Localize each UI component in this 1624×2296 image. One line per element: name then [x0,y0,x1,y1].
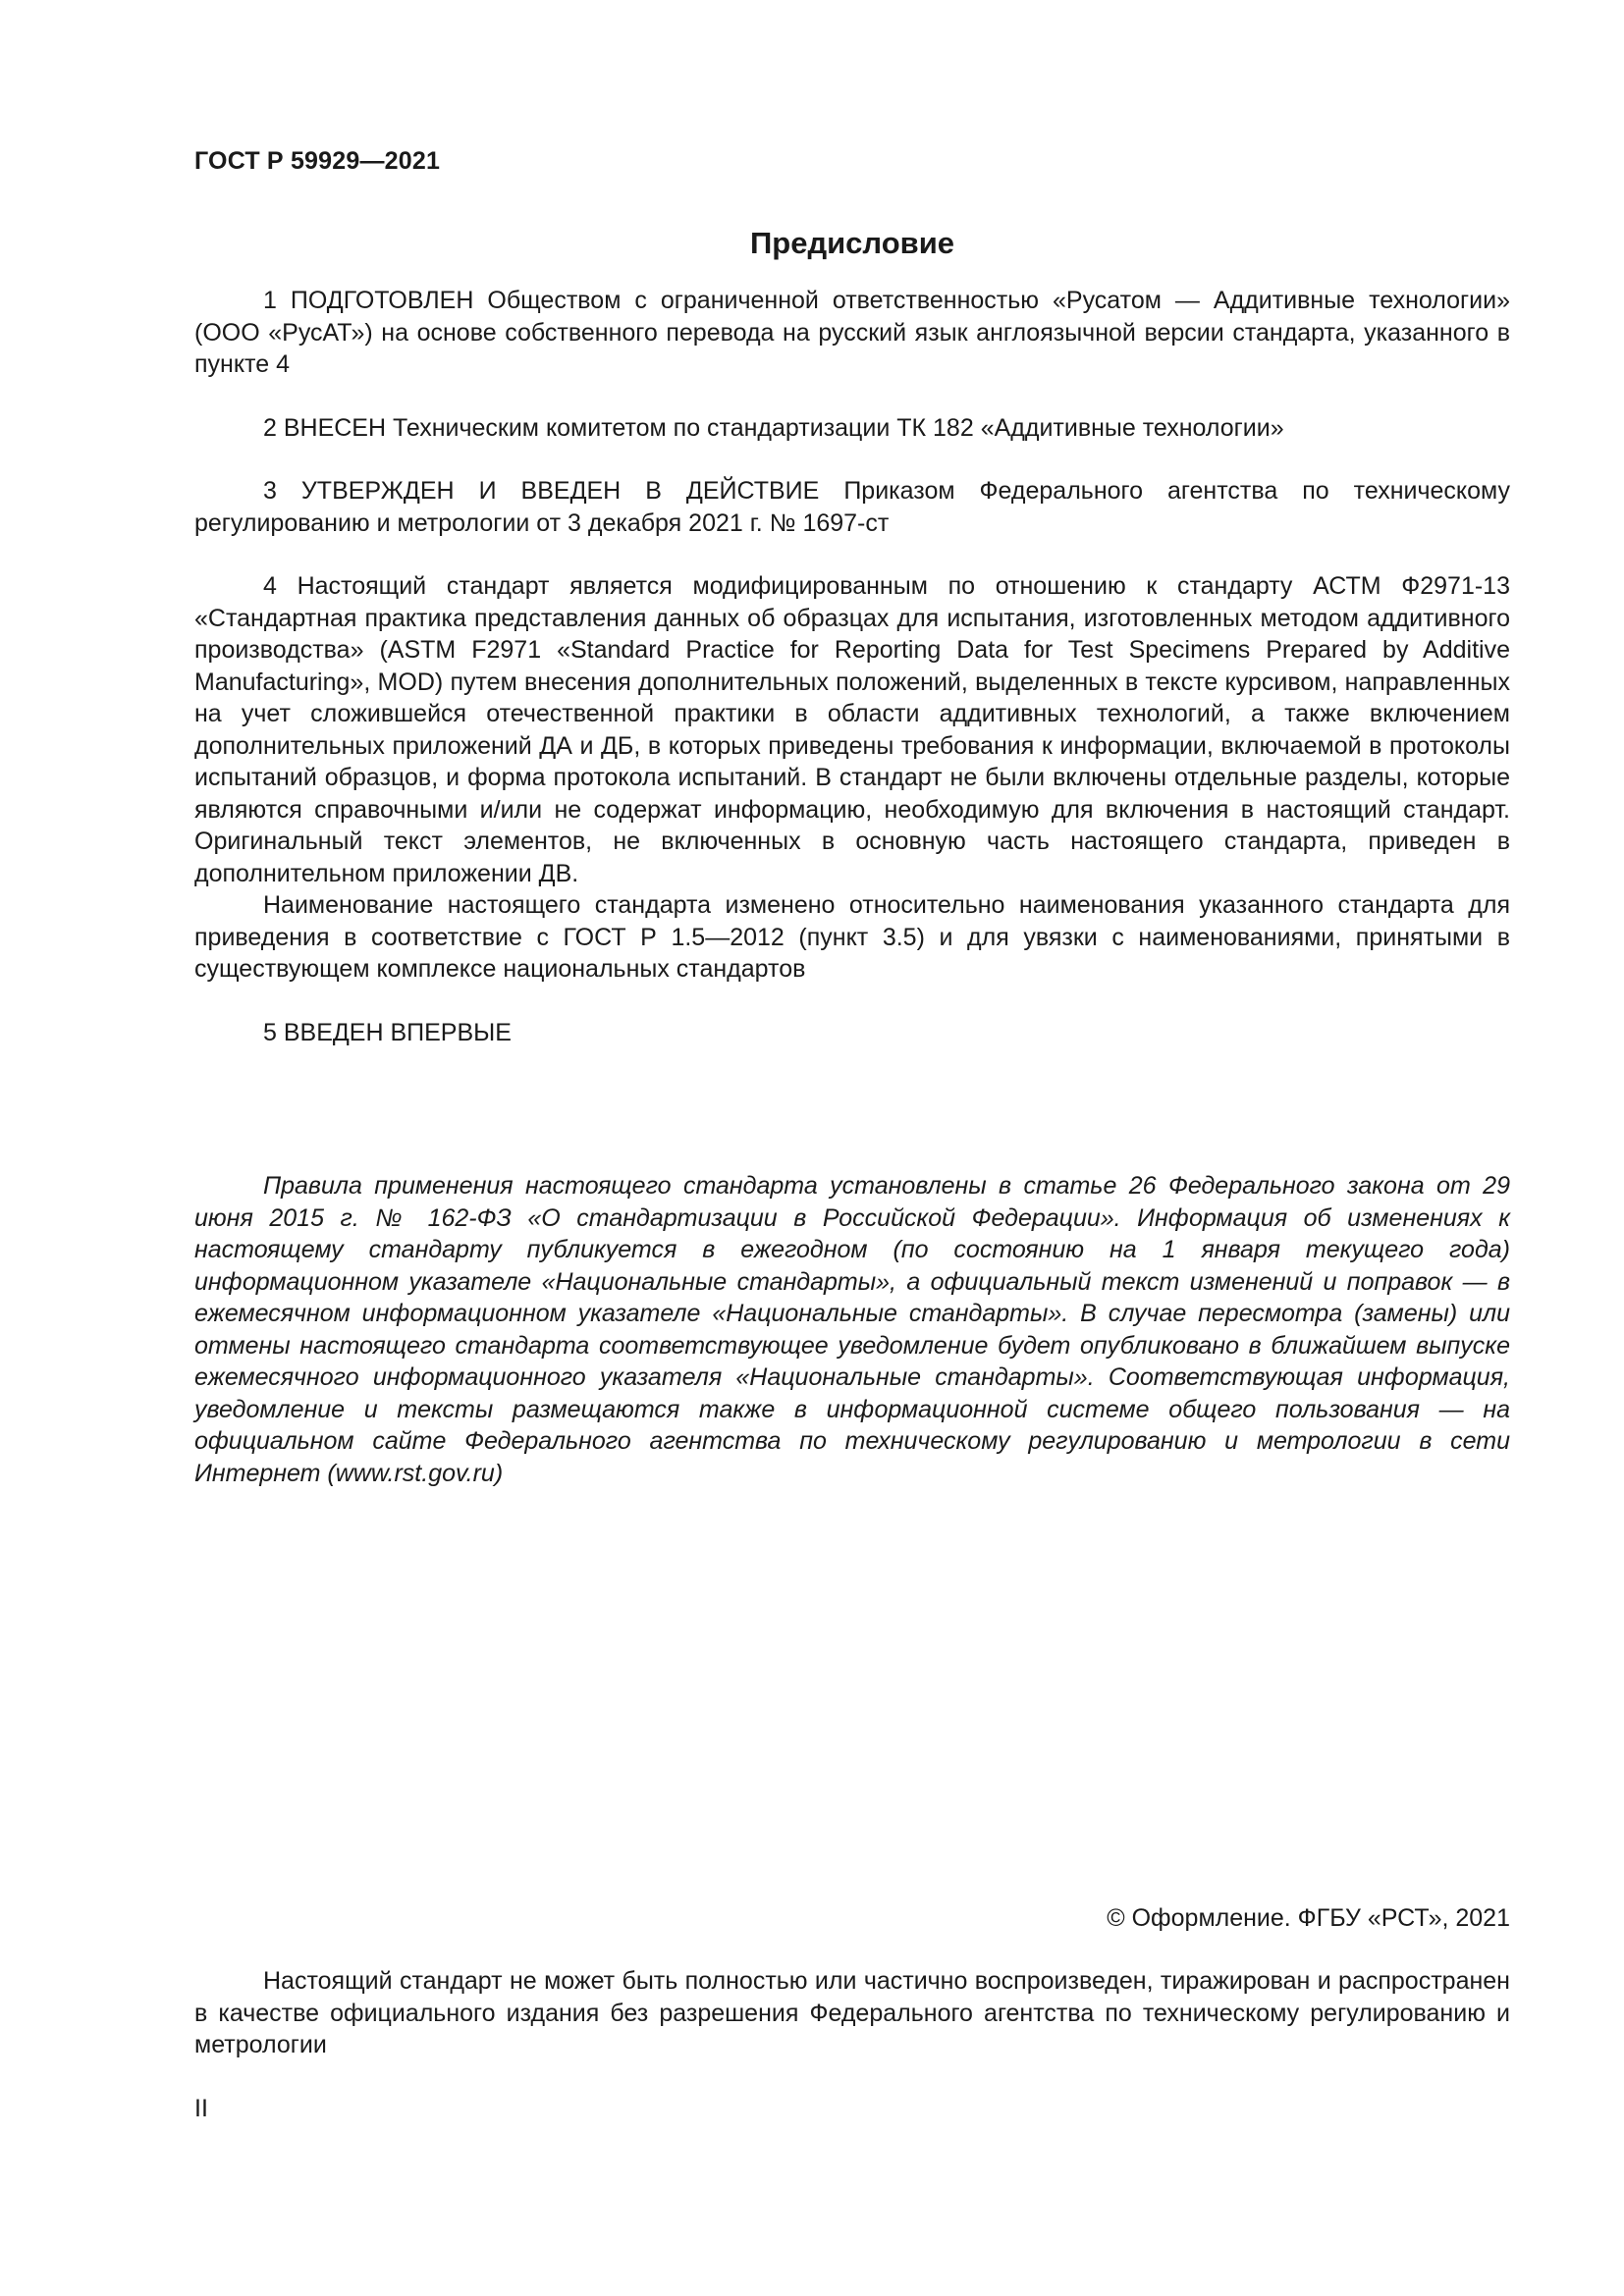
paragraph-introduced: 2 ВНЕСЕН Техническим комитетом по стандартизации ТК 182 «Аддитивные технологии» [263,413,1284,442]
paragraph-name-change: Наименование настоящего стандарта изменено относительно наименования указанного стандарта для приведения в соответствие с ГОСТ Р 1.5—2012 (пункт 3.5) и для увязки с наименованиями, принятыми в существующем комплексе национальных стандартов [194,891,1510,983]
reproduction-text: Настоящий стандарт не может быть полностью или частично воспроизведен, тиражирован и распространен в качестве официального издания без разрешения Федерального агентства по техническому регулированию и метрологии [194,1967,1510,2058]
paragraph-prepared: 1 ПОДГОТОВЛЕН Обществом с ограниченной ответственностью «Русатом — Аддитивные технологии» (ООО «РусАТ») на основе собственного перевода на русский язык англоязычной версии стандарта, указанного в пункте 4 [194,287,1510,378]
foreword-body [194,285,1510,1048]
page-number: II [194,2095,208,2122]
paragraph-modified: 4 Настоящий стандарт является модифицированным по отношению к стандарту АСТМ Ф2971-13 «Стандартная практика представления данных об образцах для испытания, изготовленных методом аддитивного производства» (ASTM F2971 «Standard Practice for Reporting Data for Test Specimens Prepared by Additive Manufacturing», MOD) путем внесения дополнительных положений, выделенных в тексте курсивом, направленных на учет сложившейся отечественной практики в области аддитивных технологий, а также включением дополнительных приложений ДА и ДБ, в которых приведены требования к информации, включаемой в протоколы испытаний образцов, и форма протокола испытаний. В стандарт не были включены отдельные разделы, которые являются справочными и/или не содержат информацию, необходимую для включения в настоящий стандарт. Оригинальный текст элементов, не включенных в основную часть настоящего стандарта, приведен в дополнительном приложении ДВ. [194,572,1510,887]
application-rules-notice [194,1170,1510,1489]
page-title: Предисловие [749,226,954,260]
notice-text: Правила применения настоящего стандарта установлены в статье 26 Федерального закона от 29 июня 2015 г. № 162-ФЗ «О стандартизации в Российской Федерации». Информация об изменениях к настоящему стандарту публикуется в ежегодном (по состоянию на 1 января текущего года) информационном указателе «Национальные стандарты», а официальный текст изменений и поправок — в ежемесячном информационном указателе «Национальные стандарты». В случае пересмотра (замены) или отмены настоящего стандарта соответствующее уведомление будет опубликовано в ближайшем выпуске ежемесячного информационного указателя «Национальные стандарты». Соответствующая информация, уведомление и тексты размещаются также в информационной системе общего пользования — на официальном сайте Федерального агентства по техническому регулированию и метрологии в сети Интернет (www.rst.gov.ru) [194,1172,1510,1487]
paragraph-approved: 3 УТВЕРЖДЕН И ВВЕДЕН В ДЕЙСТВИЕ Приказом Федерального агентства по техническому регулированию и метрологии от 3 декабря 2021 г. № 1697-ст [194,477,1510,537]
reproduction-notice [194,1965,1510,2061]
standard-code: ГОСТ Р 59929—2021 [194,147,441,175]
copyright-line: © Оформление. ФГБУ «РСТ», 2021 [1107,1904,1510,1932]
paragraph-first-introduced: 5 ВВЕДЕН ВПЕРВЫЕ [263,1018,512,1046]
